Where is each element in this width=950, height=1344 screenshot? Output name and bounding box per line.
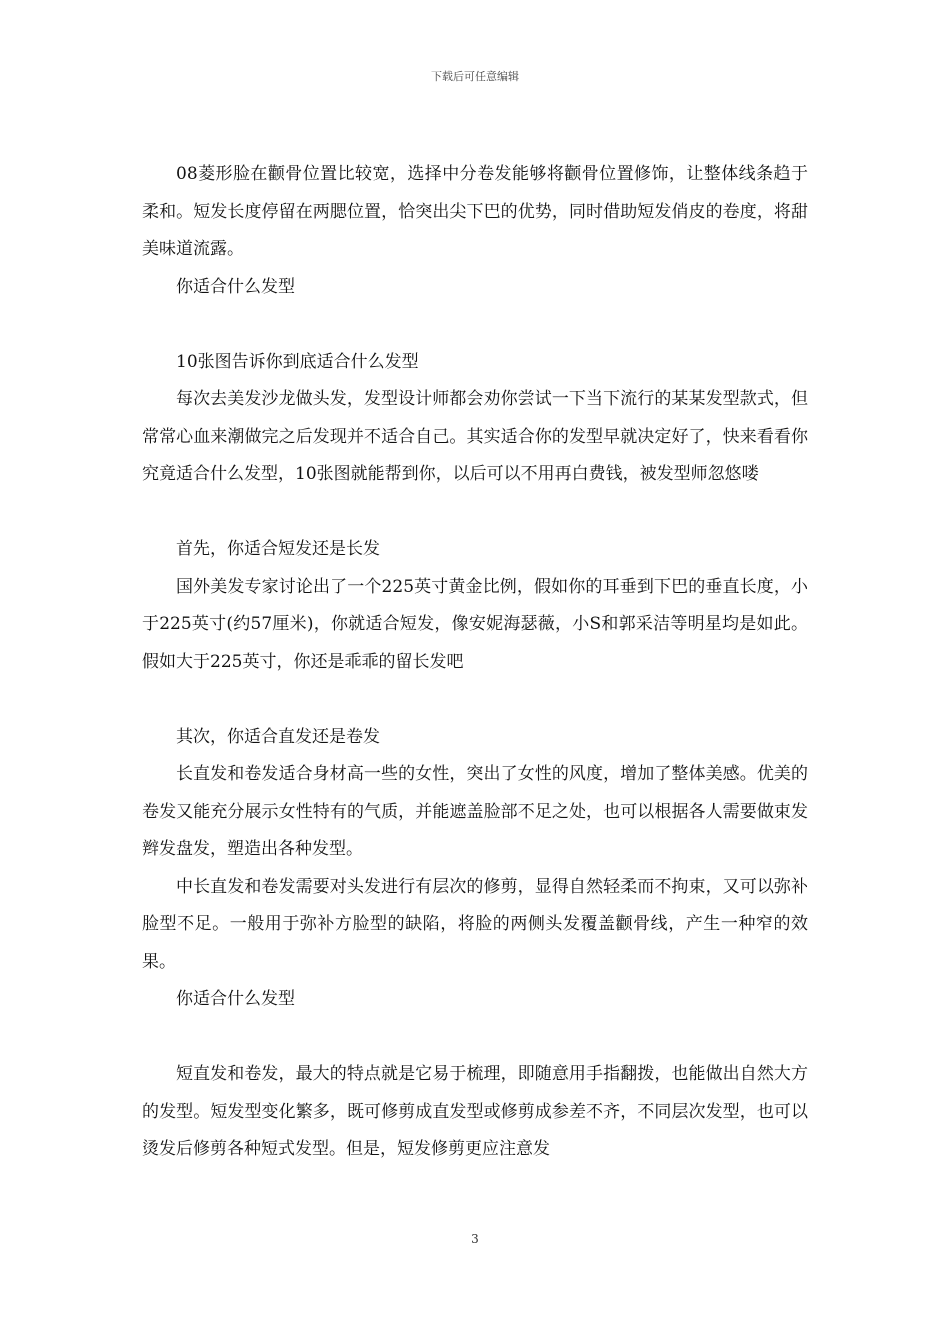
paragraph-short-hair: 短直发和卷发，最大的特点就是它易于梳理，即随意用手指翻拨，也能做出自然大方的发型。短发型变化繁多，既可修剪成直发型或修剪成参差不齐，不同层次发型，也可以烫发后修剪各种短式发型。但是，短发修剪更应注意发	[142, 1064, 808, 1159]
heading-straight-or-curly: 其次，你适合直发还是卷发	[176, 726, 380, 747]
document-body	[142, 156, 808, 1169]
blank-line	[142, 306, 808, 344]
page-number: 3	[471, 1232, 479, 1246]
paragraph-golden-ratio: 国外美发专家讨论出了一个225英寸黄金比例，假如你的耳垂到下巴的垂直长度，小于225英寸(约57厘米)，你就适合短发，像安妮海瑟薇，小S和郭采洁等明星均是如此。假如大于225英寸，你还是乖乖的留长发吧	[142, 576, 808, 672]
blank-line	[142, 681, 808, 719]
paragraph-intro: 每次去美发沙龙做头发，发型设计师都会劝你尝试一下当下流行的某某发型款式，但常常心血来潮做完之后发现并不适合自己。其实适合你的发型早就决定好了，快来看看你究竟适合什么发型，10张图就能帮到你，以后可以不用再白费钱，被发型师忽悠喽	[142, 389, 808, 484]
page-header: 下载后可任意编辑	[431, 70, 519, 83]
heading-short-or-long: 首先，你适合短发还是长发	[176, 539, 380, 559]
subheading-which-hairstyle: 你适合什么发型	[176, 276, 295, 297]
paragraph-medium-hair: 中长直发和卷发需要对头发进行有层次的修剪，显得自然轻柔而不拘束，又可以弥补脸型不足。一般用于弥补方脸型的缺陷，将脸的两侧头发覆盖颧骨线，产生一种窄的效果。	[142, 876, 808, 972]
subheading-which-hairstyle-2: 你适合什么发型	[176, 989, 295, 1009]
paragraph-long-hair: 长直发和卷发适合身材高一些的女性，突出了女性的风度，增加了整体美感。优美的卷发又能充分展示女性特有的气质，并能遮盖脸部不足之处，也可以根据各人需要做束发辫发盘发，塑造出各种发型。	[142, 764, 808, 859]
article-title: 10张图告诉你到底适合什么发型	[176, 351, 419, 372]
blank-line	[142, 494, 808, 532]
paragraph-diamond-face: 08菱形脸在颧骨位置比较宽，选择中分卷发能够将颧骨位置修饰，让整体线条趋于柔和。短发长度停留在两腮位置，恰突出尖下巴的优势，同时借助短发俏皮的卷度，将甜美味道流露。	[142, 164, 808, 259]
blank-line	[142, 1019, 808, 1057]
